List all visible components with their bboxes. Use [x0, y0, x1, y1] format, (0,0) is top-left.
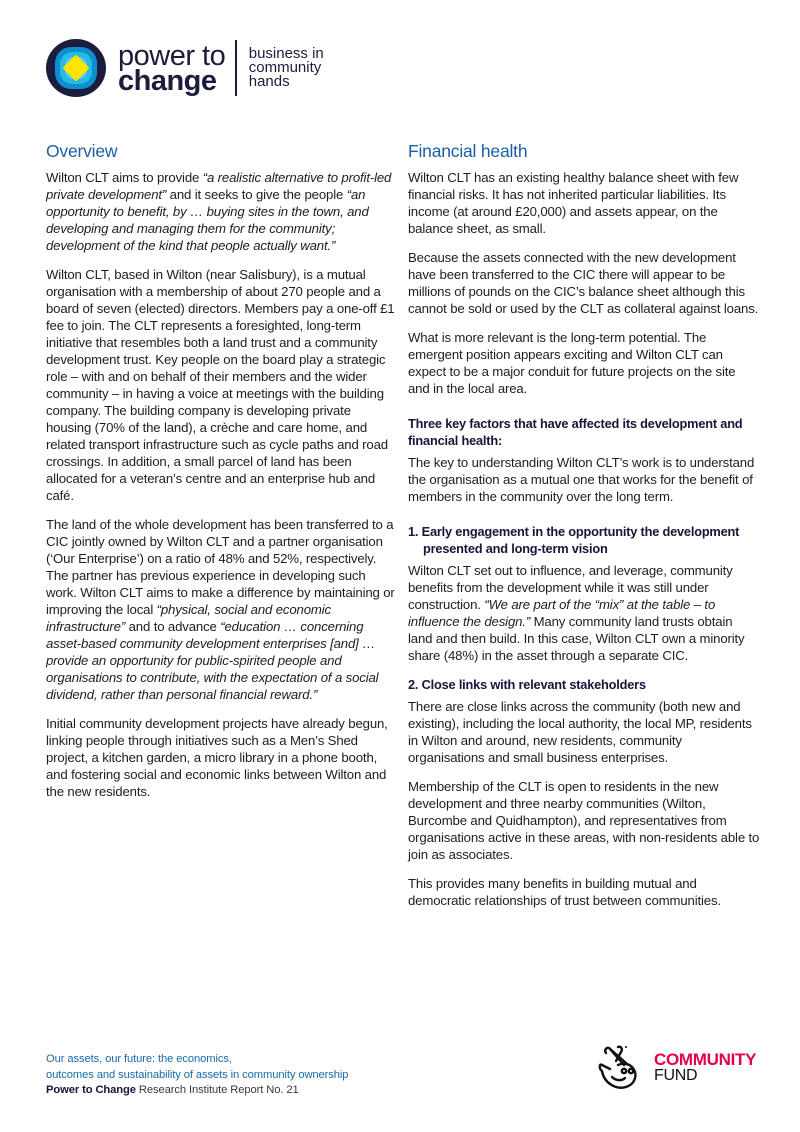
- quote: “physical, social and economic infrastructure”: [46, 602, 331, 634]
- quote: “We are part of the “mix” at the table – to influence the design.”: [408, 597, 716, 629]
- community-fund-wordmark: [654, 1052, 756, 1084]
- factor-2-paragraph-2: Membership of the CLT is open to residents in the new development and three nearby communities (Wilton, Burcombe and Quidhampton), and representatives from organisations active in these areas, with non-residents able to join as associates.: [408, 779, 760, 862]
- text-run: Wilton CLT aims to provide: [46, 170, 203, 185]
- report-series: [46, 1083, 348, 1099]
- crossed-fingers-icon: [596, 1043, 648, 1093]
- financial-paragraph-3: What is more relevant is the long-term potential. The emergent position appears exciting and Wilton CLT can expect to be a major conduit for future projects on the site and in the local area.: [408, 330, 736, 396]
- text-run: and to advance: [125, 619, 221, 634]
- logo-divider: [235, 40, 237, 96]
- quote: “an opportunity to benefit, by … buying sites in the town, and developing and managing them for the community; development of the kind that people actually want.”: [46, 187, 369, 253]
- logo-wordmark: [118, 39, 226, 97]
- logo-wordmark-line2: change: [118, 64, 217, 97]
- text-run: Many community land trusts obtain land and then build. In this case, Wilton CLT own a minority share (48%) in the asset through a separate CIC.: [408, 614, 745, 663]
- report-org: Power to Change: [46, 1084, 136, 1096]
- text-run: Wilton CLT set out to influence, and leverage, community benefits from the development while it was still under construction.: [408, 563, 733, 612]
- community-fund-line-2: FUND: [654, 1067, 698, 1084]
- financial-paragraph-1: Wilton CLT has an existing healthy balance sheet with few financial risks. It has not inherited particular liabilities. Its income (at around £20,000) and assets appear, on the balance sheet, as small.: [408, 170, 739, 236]
- overview-column: [46, 140, 398, 812]
- financial-health-column: [408, 140, 760, 921]
- overview-paragraph-4: Initial community development projects have already begun, linking people through initiatives such as a Men’s Shed project, a kitchen garden, a micro library in a phone booth, and fostering social and economic links between Wilton and the new residents.: [46, 716, 388, 799]
- logo-tagline: [249, 47, 324, 89]
- power-to-change-logo-icon: [46, 38, 106, 98]
- financial-paragraph-2: Because the assets connected with the new development have been transferred to the CIC there will appear to be millions of pounds on the CIC’s balance sheet although this cannot be sold or used by the CLT as collateral against loans.: [408, 250, 759, 316]
- factor-1-heading: 1. Early engagement in the opportunity the development presented and long-term vision: [408, 524, 740, 556]
- report-title-line-2: outcomes and sustainability of assets in community ownership: [46, 1068, 349, 1081]
- factor-2-paragraph-3: This provides many benefits in building mutual and democratic relationships of trust between communities.: [408, 876, 721, 908]
- community-fund-line-1: COMMUNITY: [654, 1050, 757, 1069]
- report-footer: [46, 1052, 348, 1099]
- community-fund-logo: [596, 1043, 756, 1093]
- overview-paragraph-3: [46, 516, 398, 703]
- quote: “education … concerning asset-based community development enterprises [and] … provide an opportunity for public-spirited people and organisations to contribute, with the expectation of a social dividend, rather than personal financial reward.”: [46, 619, 379, 702]
- overview-heading: Overview: [46, 141, 118, 161]
- factor-1-paragraph: [408, 562, 760, 664]
- tagline-line: community: [248, 59, 322, 76]
- financial-health-heading: Financial health: [408, 141, 528, 161]
- factor-2-heading: 2. Close links with relevant stakeholders: [408, 677, 646, 692]
- logo-wordmark-line1: power to: [118, 39, 226, 72]
- overview-paragraph-2: Wilton CLT, based in Wilton (near Salisbury), is a mutual organisation with a membership of about 270 people and a board of seven (elected) directors. Members pay a one-off £1 fee to join. The CLT represents a foresighted, long-term initiative that resembles both a land trust and a community development trust. Key people on the board play a strategic role – with and on behalf of their members and the wider community – in having a voice at meetings with the building company. The building company is developing private housing (70% of the land), a crèche and care home, and related transport infrastructure such as cycle paths and road crossings. In addition, a small parcel of land has been allocated for a veteran’s centre and an enterprise hub and café.: [46, 267, 395, 503]
- key-factors-intro: The key to understanding Wilton CLT’s work is to understand the organisation as a mutual one that works for the benefit of members in the community over the long term.: [408, 455, 755, 504]
- text-run: and it seeks to give the people: [166, 187, 347, 202]
- tagline-line: hands: [248, 73, 290, 90]
- factor-2-paragraph-1: There are close links across the community (both new and existing), including the local authority, the local MP, residents in Wilton and around, new residents, community organisations and small business enterprises.: [408, 699, 752, 765]
- report-number: Research Institute Report No. 21: [135, 1084, 299, 1096]
- overview-paragraph-1: [46, 169, 398, 254]
- text-run: The land of the whole development has been transferred to a CIC jointly owned by Wilton CLT and a partner organisation (‘Our Enterprise’) on a ratio of 48% and 52%, respectively. The partner has previous experience in developing such work. Wilton CLT aims to make a difference by maintaining or improving the local: [46, 517, 395, 617]
- power-to-change-logo: [46, 38, 324, 98]
- quote: “a realistic alternative to profit-led private development”: [46, 170, 392, 202]
- key-factors-heading: Three key factors that have affected its development and financial health:: [408, 416, 743, 448]
- tagline-line: business in: [248, 45, 324, 62]
- report-title-line-1: Our assets, our future: the economics,: [46, 1053, 232, 1065]
